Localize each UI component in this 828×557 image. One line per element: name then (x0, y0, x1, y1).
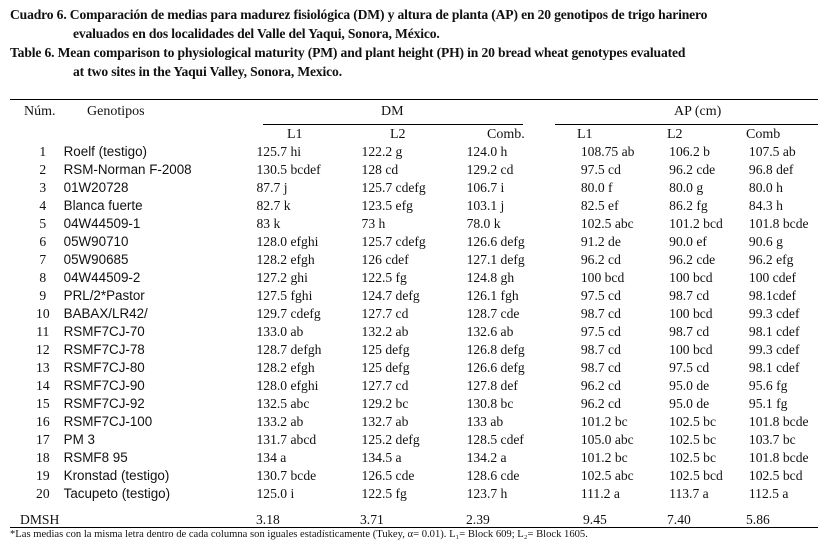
cell-gen: RSMF8 95 (63, 450, 128, 465)
cell-dmc: 103.1 j (466, 198, 505, 213)
cell-dm2: 122.5 fg (361, 486, 407, 501)
cell-dmc: 123.7 h (466, 486, 508, 501)
cell-apc: 80.0 h (748, 180, 783, 195)
cell-num: 13 (36, 360, 50, 375)
cell-apc: 112.5 a (748, 486, 789, 501)
ap-group-rule (555, 124, 818, 125)
cell-ap2: 95.0 de (669, 378, 710, 393)
cell-ap2: 80.0 g (669, 180, 704, 195)
top-rule (10, 99, 818, 100)
table-row (22, 305, 828, 323)
cell-dmc: 126.6 defg (466, 234, 525, 249)
table-row (22, 215, 828, 233)
cell-apc: 103.7 bc (748, 432, 796, 447)
cell-apc: 101.8 bcde (748, 216, 809, 231)
cell-dmc: 133 ab (466, 414, 504, 429)
header-ap: AP (cm) (674, 104, 722, 119)
cell-dm1: 127.2 ghi (256, 270, 308, 285)
cell-ap2: 100 bcd (669, 306, 713, 321)
cell-num: 11 (36, 324, 50, 339)
cell-dmc: 127.8 def (466, 378, 518, 393)
cell-apc: 100 cdef (748, 270, 797, 285)
cell-apc: 99.3 cdef (748, 342, 800, 357)
cell-ap1: 102.5 abc (580, 216, 634, 231)
cell-ap1: 82.5 ef (580, 198, 619, 213)
cell-dm2: 129.2 bc (361, 396, 409, 411)
cell-ap1: 80.0 f (580, 180, 613, 195)
table-row (22, 359, 828, 377)
table-row (22, 449, 828, 467)
cell-ap1: 101.2 bc (580, 450, 628, 465)
cell-apc: 84.3 h (748, 198, 783, 213)
cell-dm2: 125 defg (361, 360, 410, 375)
caption-en-line1: Table 6. Mean comparison to physiological maturity (PM) and plant height (PH) in 20 bread wheat genotypes evaluated (10, 45, 686, 60)
cell-dm2: 127.7 cd (361, 306, 409, 321)
caption-en-line2: at two sites in the Yaqui Valley, Sonora, Mexico. (73, 64, 342, 79)
cell-ap1: 102.5 abc (580, 468, 634, 483)
cell-dmc: 106.7 i (466, 180, 505, 195)
cell-dm1: 130.5 bcdef (256, 162, 321, 177)
cell-num: 19 (36, 468, 50, 483)
cell-dm1: 83 k (256, 216, 281, 231)
cell-dm2: 73 h (361, 216, 386, 231)
cell-ap2: 100 bcd (669, 342, 713, 357)
cell-ap2: 101.2 bcd (669, 216, 723, 231)
cell-gen: 05W90710 (63, 234, 129, 249)
dmsh-dm-l2: 3.71 (360, 512, 384, 527)
cell-num: 3 (39, 180, 47, 195)
cell-num: 6 (39, 234, 47, 249)
cell-dm2: 132.2 ab (361, 324, 409, 339)
cell-ap2: 100 bcd (669, 270, 713, 285)
cell-ap1: 100 bcd (580, 270, 625, 285)
cell-dmc: 130.8 bc (466, 396, 514, 411)
cell-gen: RSMF7CJ-100 (63, 414, 153, 429)
cell-dm1: 87.7 j (256, 180, 288, 195)
cell-num: 10 (36, 306, 50, 321)
cell-ap2: 98.7 cd (669, 288, 710, 303)
cell-num: 12 (36, 342, 50, 357)
table-row (22, 395, 828, 413)
cell-dm1: 125.7 hi (256, 144, 302, 159)
dm-group-rule (263, 124, 523, 125)
cell-num: 18 (36, 450, 50, 465)
table-row (22, 197, 828, 215)
cell-num: 14 (36, 378, 50, 393)
cell-gen: 04W44509-1 (63, 216, 141, 231)
cell-dm1: 131.7 abcd (256, 432, 317, 447)
cell-dm1: 125.0 i (256, 486, 295, 501)
cell-num: 9 (39, 288, 47, 303)
cell-gen: Roelf (testigo) (63, 144, 147, 159)
cell-dm1: 128.2 efgh (256, 360, 315, 375)
dmsh-dm-l1: 3.18 (256, 512, 280, 527)
cell-apc: 96.2 efg (748, 252, 794, 267)
cell-dmc: 126.1 fgh (466, 288, 519, 303)
cell-dm2: 128 cd (361, 162, 399, 177)
cell-gen: PRL/2*Pastor (63, 288, 145, 303)
cell-ap2: 102.5 bcd (669, 468, 723, 483)
cell-ap2: 106.2 b (669, 144, 710, 159)
cell-dm1: 128.0 efghi (256, 378, 319, 393)
cell-gen: PM 3 (63, 432, 95, 447)
header-dm-l1: L1 (287, 127, 303, 142)
table-caption (10, 5, 825, 81)
cell-dmc: 128.7 cde (466, 306, 520, 321)
cell-gen: RSMF7CJ-70 (63, 324, 145, 339)
cell-gen: RSMF7CJ-78 (63, 342, 145, 357)
cell-ap2: 86.2 fg (669, 198, 708, 213)
cell-ap1: 101.2 bc (580, 414, 628, 429)
cell-apc: 95.6 fg (748, 378, 788, 393)
cell-ap1: 98.7 cd (580, 306, 621, 321)
cell-apc: 98.1 cdef (748, 360, 800, 375)
cell-num: 5 (39, 216, 47, 231)
cell-apc: 101.8 bcde (748, 450, 809, 465)
cell-num: 2 (39, 162, 47, 177)
cell-dmc: 128.5 cdef (466, 432, 524, 447)
cell-dm2: 134.5 a (361, 450, 402, 465)
table-row (22, 269, 828, 287)
cell-dmc: 132.6 ab (466, 324, 514, 339)
cell-ap1: 91.2 de (580, 234, 621, 249)
footnote: *Las medias con la misma letra dentro de cada columna son iguales estadísticamente (Tukey, α= 0.01). L₁= Block 609; L₂= Block 1605. (10, 529, 588, 540)
cell-ap2: 95.0 de (669, 396, 710, 411)
cell-dm2: 127.7 cd (361, 378, 409, 393)
table-row (22, 233, 828, 251)
cell-gen: Blanca fuerte (63, 198, 143, 213)
cell-ap2: 97.5 cd (669, 360, 710, 375)
data-table (22, 143, 828, 503)
cell-dm2: 122.2 g (361, 144, 403, 159)
cell-ap1: 96.2 cd (580, 252, 621, 267)
cell-dm1: 128.0 efghi (256, 234, 319, 249)
cell-num: 8 (39, 270, 47, 285)
cell-gen: RSMF7CJ-92 (63, 396, 145, 411)
cell-dmc: 126.8 defg (466, 342, 525, 357)
cell-gen: 05W90685 (63, 252, 129, 267)
cell-num: 20 (36, 486, 50, 501)
bottom-rule (10, 527, 818, 528)
header-ap-comb: Comb (746, 127, 781, 142)
table-row (22, 377, 828, 395)
header-dm-comb: Comb. (487, 127, 525, 142)
cell-ap2: 102.5 bc (669, 450, 716, 465)
cell-dmc: 127.1 defg (466, 252, 525, 267)
table-row (22, 413, 828, 431)
caption-es-line2: evaluados en dos localidades del Valle del Yaqui, Sonora, México. (73, 26, 440, 41)
cell-dm2: 124.7 defg (361, 288, 420, 303)
cell-dm1: 127.5 fghi (256, 288, 313, 303)
dmsh-ap-l1: 9.45 (583, 512, 607, 527)
table-row (22, 323, 828, 341)
cell-dm1: 133.2 ab (256, 414, 304, 429)
cell-dm2: 122.5 fg (361, 270, 407, 285)
dmsh-ap-comb: 5.86 (746, 512, 770, 527)
cell-dmc: 124.0 h (466, 144, 508, 159)
cell-ap1: 97.5 cd (580, 288, 621, 303)
header-dm-l2: L2 (390, 127, 406, 142)
cell-dm1: 128.7 defgh (256, 342, 322, 357)
cell-dm2: 126.5 cde (361, 468, 415, 483)
dmsh-dm-comb: 2.39 (466, 512, 490, 527)
cell-apc: 98.1cdef (748, 288, 797, 303)
cell-num: 4 (39, 198, 47, 213)
dmsh-label: DMSH (20, 512, 60, 527)
table-row (22, 485, 828, 503)
header-dm: DM (381, 104, 404, 119)
cell-dmc: 126.6 defg (466, 360, 525, 375)
cell-dm2: 125.7 cdefg (361, 234, 426, 249)
cell-dmc: 134.2 a (466, 450, 507, 465)
cell-gen: Tacupeto (testigo) (63, 486, 171, 501)
cell-ap1: 98.7 cd (580, 360, 621, 375)
cell-gen: 04W44509-2 (63, 270, 141, 285)
cell-ap2: 102.5 bc (669, 414, 716, 429)
table-row (22, 143, 828, 161)
cell-ap2: 96.2 cde (669, 252, 716, 267)
cell-dm2: 125 defg (361, 342, 410, 357)
table-row (22, 287, 828, 305)
cell-gen: RSMF7CJ-80 (63, 360, 145, 375)
cell-dm2: 123.5 efg (361, 198, 413, 213)
table-row (22, 467, 828, 485)
cell-num: 15 (36, 396, 50, 411)
cell-dm1: 82.7 k (256, 198, 291, 213)
cell-num: 1 (39, 144, 47, 159)
cell-gen: RSMF7CJ-90 (63, 378, 145, 393)
cell-num: 16 (36, 414, 50, 429)
cell-dm1: 128.2 efgh (256, 252, 315, 267)
cell-dm1: 134 a (256, 450, 287, 465)
cell-ap2: 96.2 cde (669, 162, 716, 177)
header-ap-l1: L1 (577, 127, 593, 142)
header-genotype: Genotipos (87, 104, 145, 119)
cell-dm1: 132.5 abc (256, 396, 310, 411)
dmsh-ap-l2: 7.40 (667, 512, 691, 527)
table-row (22, 431, 828, 449)
header-ap-l2: L2 (667, 127, 683, 142)
cell-dm1: 133.0 ab (256, 324, 304, 339)
cell-apc: 90.6 g (748, 234, 783, 249)
cell-gen: 01W20728 (63, 180, 129, 195)
cell-dm2: 126 cdef (361, 252, 409, 267)
cell-ap2: 98.7 cd (669, 324, 710, 339)
cell-ap1: 97.5 cd (580, 324, 621, 339)
cell-ap1: 108.75 ab (580, 144, 635, 159)
cell-apc: 99.3 cdef (748, 306, 800, 321)
cell-dm2: 132.7 ab (361, 414, 409, 429)
cell-gen: RSM-Norman F-2008 (63, 162, 192, 177)
cell-apc: 107.5 ab (748, 144, 796, 159)
cell-ap1: 105.0 abc (580, 432, 634, 447)
cell-dmc: 78.0 k (466, 216, 501, 231)
cell-ap1: 111.2 a (580, 486, 620, 501)
cell-dm1: 129.7 cdefg (256, 306, 321, 321)
cell-dm2: 125.7 cdefg (361, 180, 426, 195)
cell-dmc: 124.8 gh (466, 270, 515, 285)
cell-ap2: 113.7 a (669, 486, 709, 501)
cell-dm2: 125.2 defg (361, 432, 420, 447)
caption-es-line1: Cuadro 6. Comparación de medias para madurez fisiológica (DM) y altura de planta (AP) en 20 genotipos de trigo harinero (10, 7, 708, 22)
cell-gen: BABAX/LR42/ (63, 306, 148, 321)
cell-dmc: 129.2 cd (466, 162, 514, 177)
cell-num: 7 (39, 252, 47, 267)
cell-ap1: 96.2 cd (580, 378, 621, 393)
table-row (22, 179, 828, 197)
cell-apc: 98.1 cdef (748, 324, 800, 339)
cell-ap1: 98.7 cd (580, 342, 621, 357)
cell-apc: 95.1 fg (748, 396, 788, 411)
table-row (22, 341, 828, 359)
table-row (22, 251, 828, 269)
cell-ap2: 102.5 bc (669, 432, 716, 447)
cell-apc: 102.5 bcd (748, 468, 803, 483)
cell-ap1: 96.2 cd (580, 396, 621, 411)
cell-dm1: 130.7 bcde (256, 468, 317, 483)
cell-gen: Kronstad (testigo) (63, 468, 170, 483)
cell-ap1: 97.5 cd (580, 162, 621, 177)
cell-apc: 96.8 def (748, 162, 794, 177)
cell-dmc: 128.6 cde (466, 468, 520, 483)
cell-ap2: 90.0 ef (669, 234, 707, 249)
table-row (22, 161, 828, 179)
cell-apc: 101.8 bcde (748, 414, 809, 429)
header-num: Núm. (24, 104, 56, 119)
cell-num: 17 (36, 432, 50, 447)
